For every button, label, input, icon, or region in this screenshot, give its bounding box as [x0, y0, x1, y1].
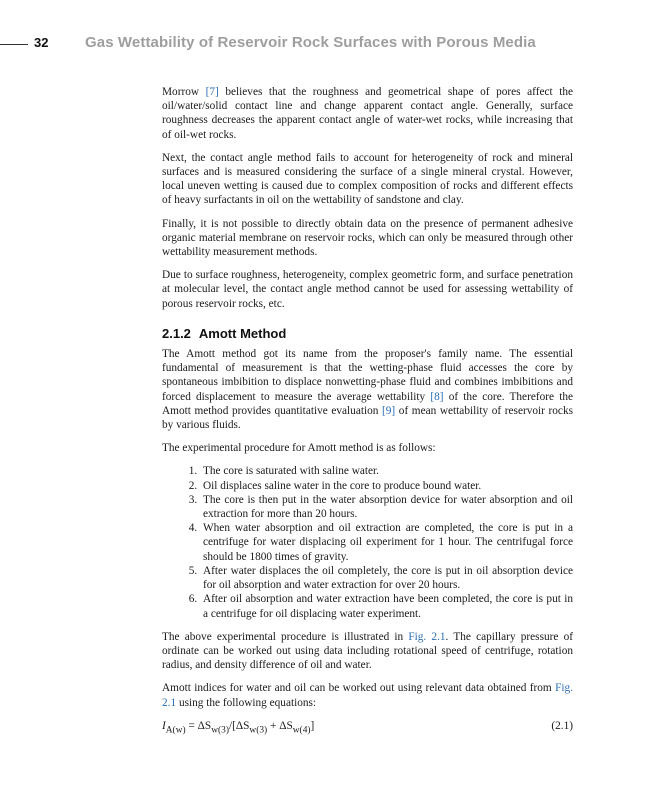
paragraph-morrow: [162, 85, 573, 142]
running-title: Gas Wettability of Reservoir Rock Surfaces with Porous Media: [85, 34, 536, 51]
equation-subscript: w(3): [249, 724, 268, 735]
equation-part: ]: [310, 719, 315, 732]
equation-number: (2.1): [551, 719, 573, 732]
equation-body: [162, 719, 314, 737]
paragraph-text: believes that the roughness and geometrical shape of pores affect the oil/water/solid contact line and change apparent contact angle. Generally, surface roughness decreases the apparent contact angle of water-wet rocks, while increasing that of oil-wet rocks.: [162, 86, 573, 141]
equation-part: /[ΔS: [228, 719, 250, 732]
header-rule: [0, 44, 28, 45]
paragraph-text: . The capillary pressure of ordinate can be worked out using data including rotational speed of centrifuge, rotation radius, and density difference of oil and water.: [162, 630, 573, 672]
equation-subscript: w(3): [211, 724, 229, 735]
figure-link[interactable]: Fig. 2.1: [162, 682, 573, 709]
procedure-list: [162, 464, 573, 620]
paragraph-illustrated: [162, 630, 573, 673]
citation-link[interactable]: [7]: [205, 86, 219, 98]
section-title: Amott Method: [198, 325, 287, 341]
equation-symbol: I: [162, 719, 166, 732]
citation-link[interactable]: [9]: [382, 404, 396, 417]
paragraph-text: using the following equations:: [176, 696, 317, 709]
list-item: 5. After water displaces the oil completely, the core is put in oil absorption device for oil absorption and water extraction for over 20 hours.: [200, 564, 573, 592]
paragraph-heterogeneity: Next, the contact angle method fails to account for heterogeneity of rock and mineral surfaces and is measured considering the surface of a single mineral crystal. However, local uneven wetting is caused due to complex composition of rocks and different effects of heavy surfactants in oil on the wettability of sandstone and clay.: [162, 151, 573, 207]
equation-subscript: w(4): [292, 724, 311, 735]
paragraph-indices: [162, 681, 573, 709]
paragraph-limitations: Due to surface roughness, heterogeneity, complex geometric form, and surface penetration at molecular level, the contact angle method cannot be used for assessing wettability of porous reservoir rocks, etc.: [162, 269, 573, 310]
paragraph-text: Morrow: [162, 86, 206, 98]
list-item: 4. When water absorption and oil extraction are completed, the core is put in a centrifuge for water displacing oil experiment for 1 hour. The centrifugal force should be 1800 times of gravity.: [200, 521, 573, 564]
list-item: 2. Oil displaces saline water in the core to produce bound water.: [200, 479, 573, 493]
paragraph-text: of mean wettability of reservoir rocks by various fluids.: [162, 404, 573, 432]
paragraph-text: The above experimental procedure is illustrated in: [162, 630, 409, 643]
list-item: 3. The core is then put in the water absorption device for water absorption and oil extraction for more than 20 hours.: [200, 493, 573, 521]
figure-link[interactable]: Fig. 2.1: [408, 630, 446, 643]
paragraph-text: The Amott method got its name from the proposer's family name. The essential fundamental of measurement is that the wetting-phase fluid accesses the core by spontaneous imbibition to displace nonwetting-phase fluid and combines imbibitions and forced displacement to measure the average wettability: [162, 348, 573, 403]
list-item: 6. After oil absorption and water extraction have been completed, the core is put in a centrifuge for oil displacing water experiment.: [200, 592, 573, 620]
equation-part: + ΔS: [267, 719, 293, 732]
list-item: 1. The core is saturated with saline water.: [200, 464, 573, 478]
page-number: 32: [34, 35, 49, 50]
paragraph-amott-intro: [162, 347, 573, 432]
citation-link[interactable]: [8]: [430, 390, 444, 403]
paragraph-text: of the core. Therefore the Amott method provides quantitative evaluation: [162, 390, 574, 417]
paragraph-text: Amott indices for water and oil can be worked out using relevant data obtained from: [162, 682, 556, 695]
section-number: 2.1.2: [162, 325, 191, 341]
equation-subscript: A(w): [165, 724, 186, 735]
paragraph-membrane: Finally, it is not possible to directly obtain data on the presence of permanent adhesive organic material membrane on reservoir rocks, which can only be measured through other wettability measurement methods.: [162, 217, 573, 259]
equation-part: = ΔS: [185, 719, 212, 732]
equation-2-1: [162, 719, 573, 735]
body-text: [162, 85, 573, 735]
section-heading: [162, 327, 573, 341]
paragraph-procedure-intro: The experimental procedure for Amott method is as follows:: [162, 442, 436, 455]
